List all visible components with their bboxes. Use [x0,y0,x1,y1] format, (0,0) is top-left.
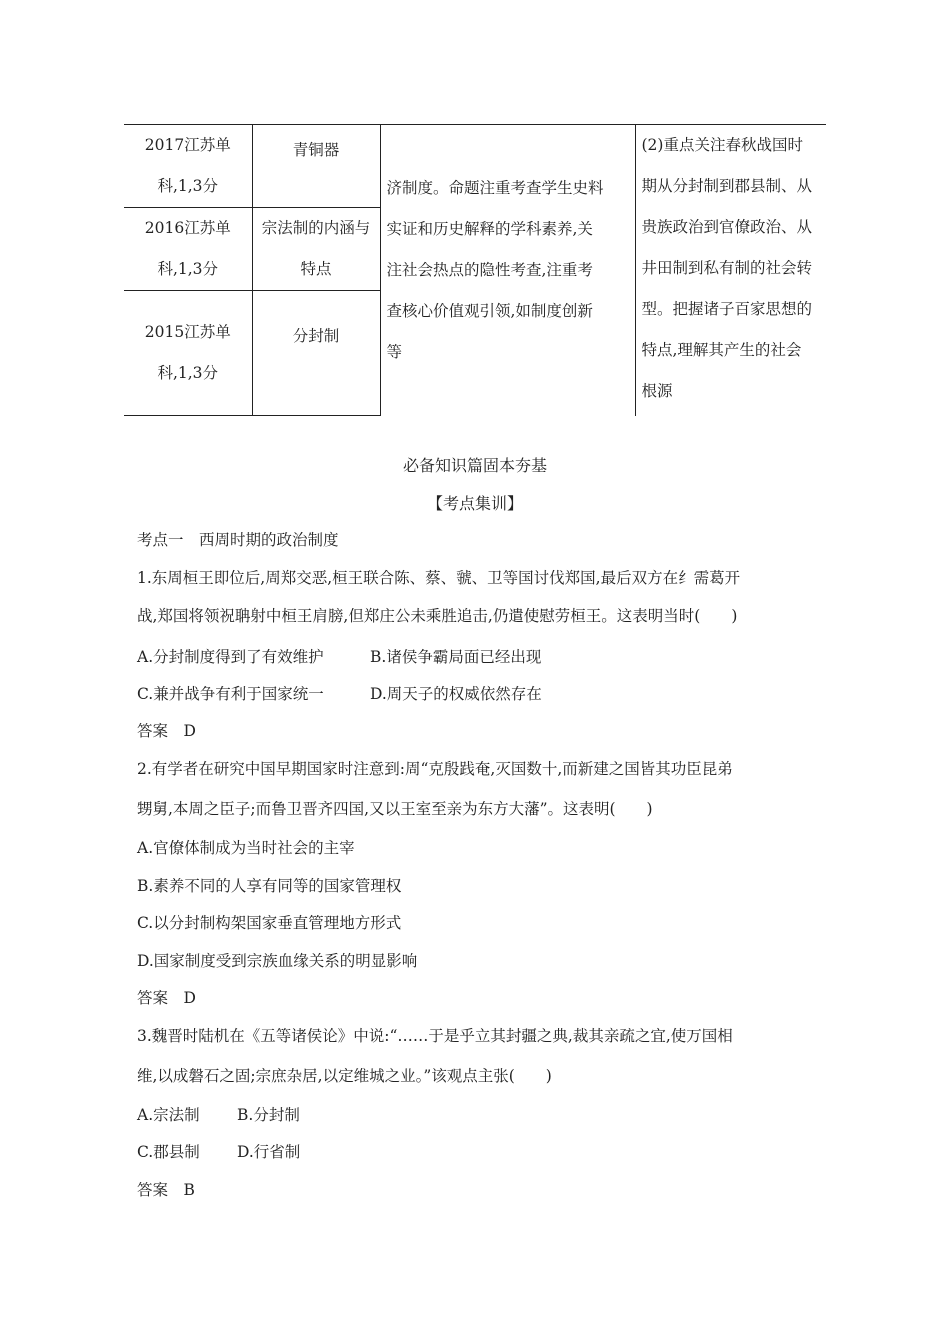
q3-option-c: C.郡县制 [137,1143,200,1161]
q1-stem-line1: 1.东周桓王即位后,周郑交恶,桓王联合陈、蔡、虢、卫等国讨伐郑国,最后双方在纟需葛开 [137,569,741,587]
q2-option-d: D.国家制度受到宗族血缘关系的明显影响 [137,952,418,970]
table-cell-topic-clan: 宗法制的内涵与 特点 [252,208,380,291]
q3-option-d: D.行省制 [237,1143,301,1161]
table-cell-exam-2017: 2017江苏单 科,1,3分 [124,125,252,208]
q3-answer: 答案 B [137,1181,195,1199]
q3-stem-line1: 3.魏晋时陆机在《五等诸侯论》中说:“……于是乎立其封疆之典,裁其亲疏之宜,使万国相 [137,1027,733,1045]
q1-stem-line2: 战,郑国将领祝聃射中桓王肩膀,但郑庄公未乘胜追击,仍遣使慰劳桓王。这表明当时( ) [137,607,738,625]
exam-analysis-table [124,124,826,416]
q1-answer: 答案 D [137,722,196,740]
table-cell-exam-2016: 2016江苏单 科,1,3分 [124,208,252,291]
q3-stem-line2: 维,以成磐石之固;宗庶杂居,以定维城之业。”该观点主张( ) [137,1067,552,1085]
q1-option-c: C.兼并战争有利于国家统一 [137,685,324,703]
q1-option-d: D.周天子的权威依然存在 [370,685,542,703]
table-cell-topic-bronze: 青铜器 [252,125,380,208]
table-cell-exam-2015: 2015江苏单 科,1,3分 [124,291,252,416]
q2-option-c: C.以分封制构架国家垂直管理地方形式 [137,914,402,932]
q1-option-a: A.分封制度得到了有效维护 [137,648,324,666]
topic-heading: 考点一 西周时期的政治制度 [137,531,339,549]
table-cell-analysis: 济制度。命题注重考查学生史料 实证和历史解释的学科素养,关 注社会热点的隐性考查,注重考 查核心价值观引领,如制度创新 等 [380,125,635,416]
table-cell-topic-feudal: 分封制 [252,291,380,416]
q2-option-b: B.素养不同的人享有同等的国家管理权 [137,877,402,895]
subsection-title: 【考点集训】 [426,494,523,513]
q2-stem-line1: 2.有学者在研究中国早期国家时注意到:周“克殷践奄,灭国数十,而新建之国皆其功臣昆弟 [137,760,733,778]
table-cell-strategy: (2)重点关注春秋战国时 期从分封制到郡县制、从 贵族政治到官僚政治、从 井田制到私有制的社会转 型。把握诸子百家思想的 特点,理解其产生的社会 根源 [635,125,826,416]
q3-option-b: B.分封制 [237,1106,300,1124]
q2-answer: 答案 D [137,989,196,1007]
section-title: 必备知识篇固本夯基 [402,456,547,475]
q2-stem-line2: 甥舅,本周之臣子;而鲁卫晋齐四国,又以王室至亲为东方大藩”。这表明( ) [137,800,653,818]
q1-option-b: B.诸侯争霸局面已经出现 [370,648,542,666]
q3-option-a: A.宗法制 [137,1106,200,1124]
q2-option-a: A.官僚体制成为当时社会的主宰 [137,839,355,857]
